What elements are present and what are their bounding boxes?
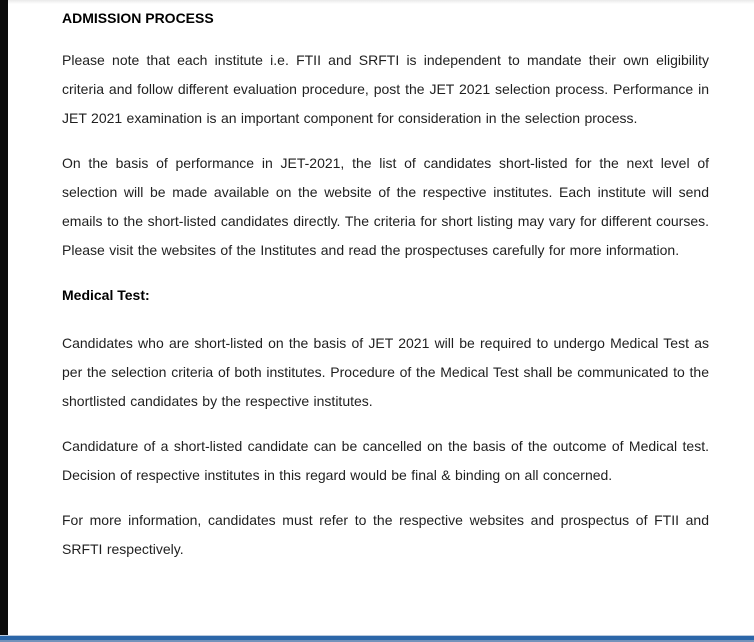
medical-paragraph-3: For more information, candidates must refer to the respective websites and prospectus of FTII and SRFTI respectively. bbox=[62, 512, 709, 557]
admission-paragraph-1: Please note that each institute i.e. FTII and SRFTI is independent to mandate their own eligibility criteria and follow different evaluation procedure, post the JET 2021 selection process. Performance in JET 2021 examination is an important component for consideration in the selection process. bbox=[62, 52, 709, 126]
medical-test-heading: Medical Test: bbox=[62, 287, 150, 303]
document-content bbox=[62, 0, 709, 580]
admission-process-heading: ADMISSION PROCESS bbox=[62, 10, 214, 26]
page-left-edge-bar bbox=[0, 0, 8, 636]
medical-paragraph-2: Candidature of a short-listed candidate can be cancelled on the basis of the outcome of Medical test. Decision of respective institutes in this regard would be final & binding on all concerned. bbox=[62, 438, 709, 483]
admission-paragraph-2: On the basis of performance in JET-2021, the list of candidates short-listed for the next level of selection will be made available on the website of the respective institutes. Each institute will send emails to the short-listed candidates directly. The criteria for short listing may vary for different courses. Please visit the websites of the Institutes and read the prospectuses carefully for more information. bbox=[62, 155, 709, 258]
medical-paragraph-1: Candidates who are short-listed on the basis of JET 2021 will be required to undergo Medical Test as per the selection criteria of both institutes. Procedure of the Medical Test shall be communicated to the shortlisted candidates by the respective institutes. bbox=[62, 335, 709, 409]
window-bottom-border bbox=[0, 635, 754, 642]
